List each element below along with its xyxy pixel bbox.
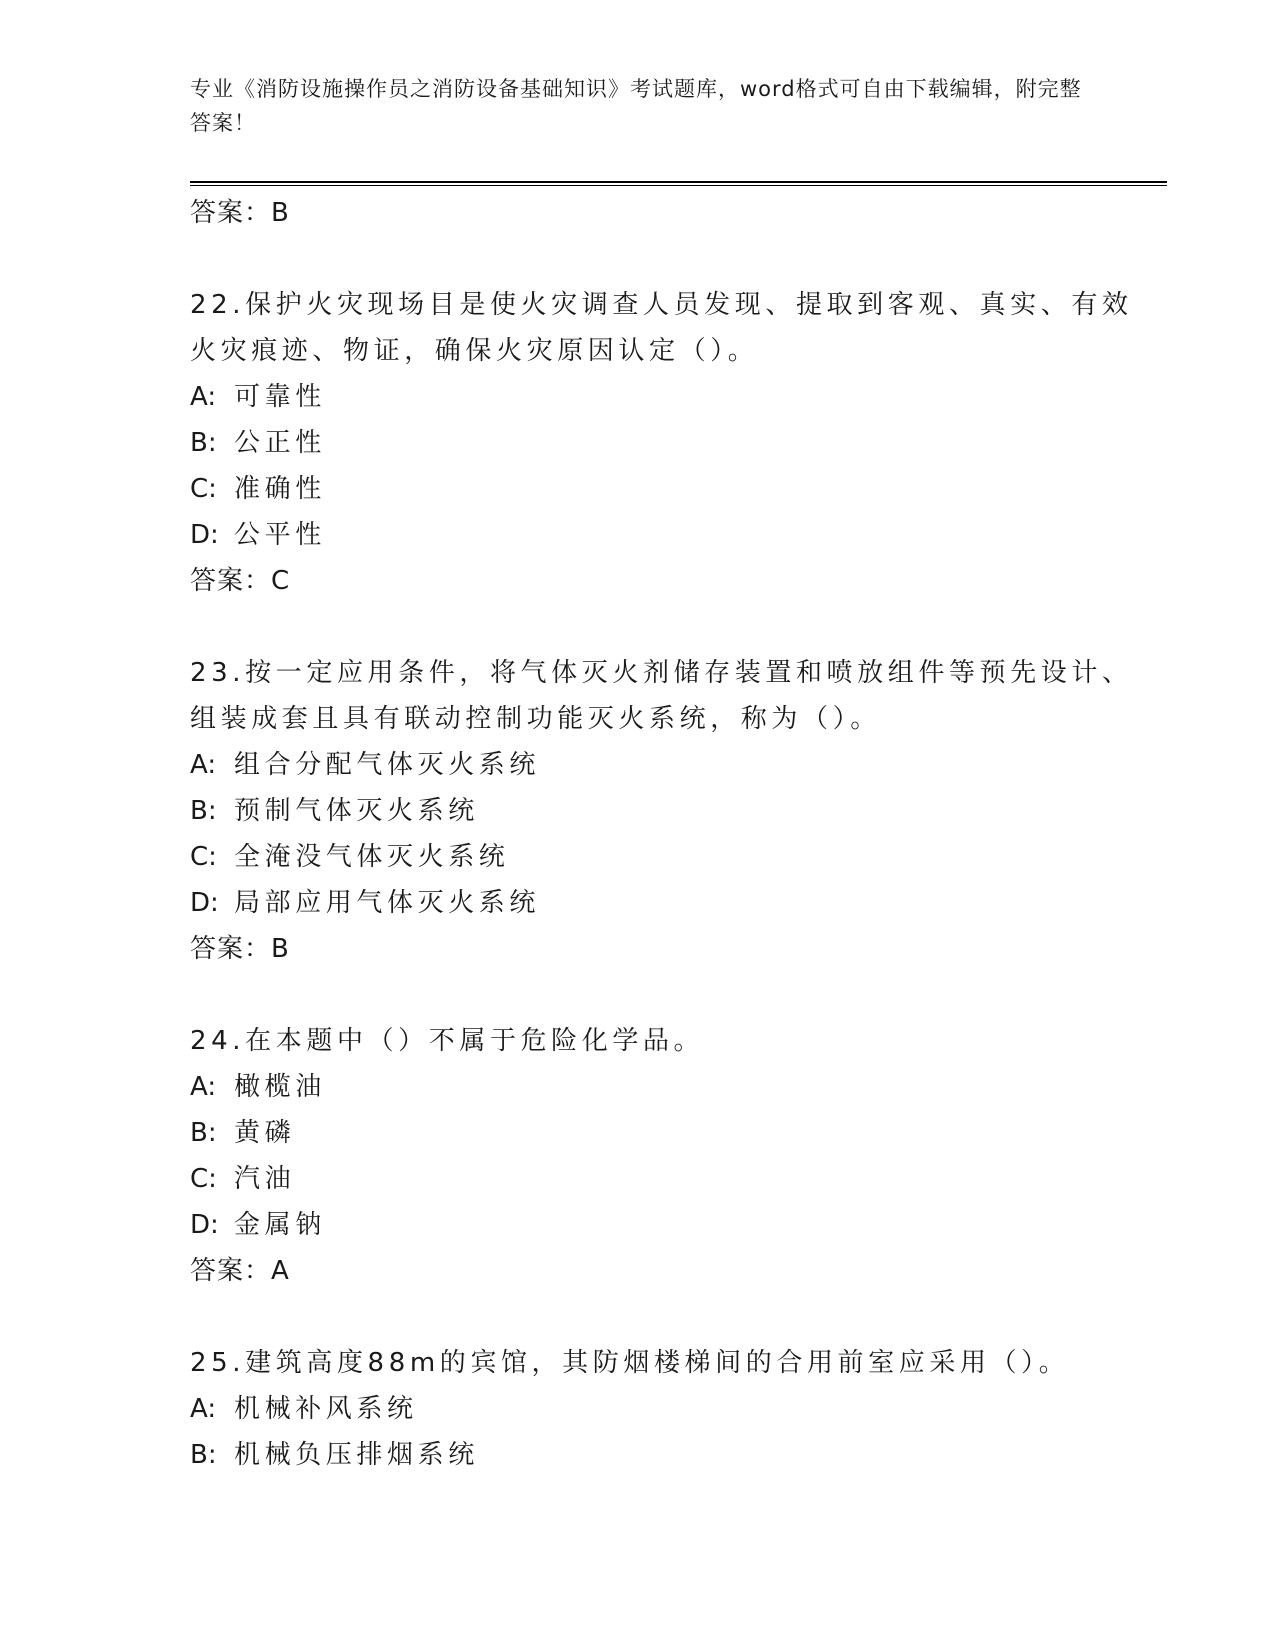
header-rule-thin: [190, 185, 1167, 186]
option-text: 公正性: [234, 428, 326, 458]
option-text: 汽油: [234, 1164, 296, 1194]
option-key: D:: [190, 520, 219, 550]
answer: 答案：B: [190, 934, 290, 964]
spacer: [190, 604, 1110, 650]
option-key: C:: [190, 474, 217, 504]
header-rule-thick: [190, 181, 1167, 183]
option-text: 局部应用气体灭火系统: [234, 888, 541, 918]
spacer: [190, 1294, 1110, 1340]
option-text: 准确性: [234, 474, 326, 504]
option-key: B:: [190, 1440, 217, 1470]
option-b: [190, 788, 1110, 834]
question-content: [190, 190, 1133, 1478]
question-stem-line: 22.保护火灾现场目是使火灾调查人员发现、提取到客观、真实、有效: [190, 290, 1133, 320]
answer: 答案：C: [190, 566, 291, 596]
answer: 答案：A: [190, 1256, 290, 1286]
spacer: [190, 972, 1110, 1018]
option-key: D:: [190, 1210, 219, 1240]
option-b: [190, 1432, 1110, 1478]
option-key: D:: [190, 888, 219, 918]
option-text: 组合分配气体灭火系统: [234, 750, 541, 780]
option-key: A:: [190, 750, 217, 780]
question-stem-line: 25.建筑高度88m的宾馆，其防烟楼梯间的合用前室应采用（）。: [190, 1348, 1070, 1378]
option-text: 黄磷: [234, 1118, 296, 1148]
option-d: [190, 880, 1110, 926]
option-a: [190, 742, 1110, 788]
option-key: A:: [190, 1394, 217, 1424]
option-b: [190, 1110, 1110, 1156]
page-header: 专业《消防设施操作员之消防设备基础知识》考试题库，word格式可自由下载编辑，附完整答案！: [190, 77, 1082, 135]
option-d: [190, 1202, 1110, 1248]
option-a: [190, 374, 1110, 420]
option-text: 公平性: [234, 520, 326, 550]
option-key: A:: [190, 1072, 217, 1102]
option-a: [190, 1064, 1110, 1110]
question-stem-line: 23.按一定应用条件，将气体灭火剂储存装置和喷放组件等预先设计、: [190, 658, 1133, 688]
option-text: 橄榄油: [234, 1072, 326, 1102]
option-c: [190, 466, 1110, 512]
option-key: B:: [190, 428, 217, 458]
question-22: [190, 282, 1133, 604]
question-24: [190, 1018, 1110, 1294]
previous-answer: 答案：B: [190, 198, 290, 228]
option-b: [190, 420, 1110, 466]
question-stem-line: 火灾痕迹、物证，确保火灾原因认定（）。: [190, 336, 759, 366]
question-25: [190, 1340, 1110, 1478]
option-text: 机械负压排烟系统: [234, 1440, 479, 1470]
question-23: [190, 650, 1133, 972]
option-c: [190, 834, 1110, 880]
option-text: 全淹没气体灭火系统: [234, 842, 510, 872]
option-text: 金属钠: [234, 1210, 326, 1240]
question-stem-line: 组装成套且具有联动控制功能灭火系统，称为（）。: [190, 704, 881, 734]
option-key: C:: [190, 1164, 217, 1194]
option-d: [190, 512, 1110, 558]
option-text: 机械补风系统: [234, 1394, 418, 1424]
spacer: [190, 236, 1110, 282]
option-key: B:: [190, 1118, 217, 1148]
question-stem-line: 24.在本题中（）不属于危险化学品。: [190, 1026, 705, 1056]
option-key: B:: [190, 796, 217, 826]
option-c: [190, 1156, 1110, 1202]
option-a: [190, 1386, 1110, 1432]
option-key: A:: [190, 382, 217, 412]
option-text: 预制气体灭火系统: [234, 796, 479, 826]
option-text: 可靠性: [234, 382, 326, 412]
option-key: C:: [190, 842, 217, 872]
